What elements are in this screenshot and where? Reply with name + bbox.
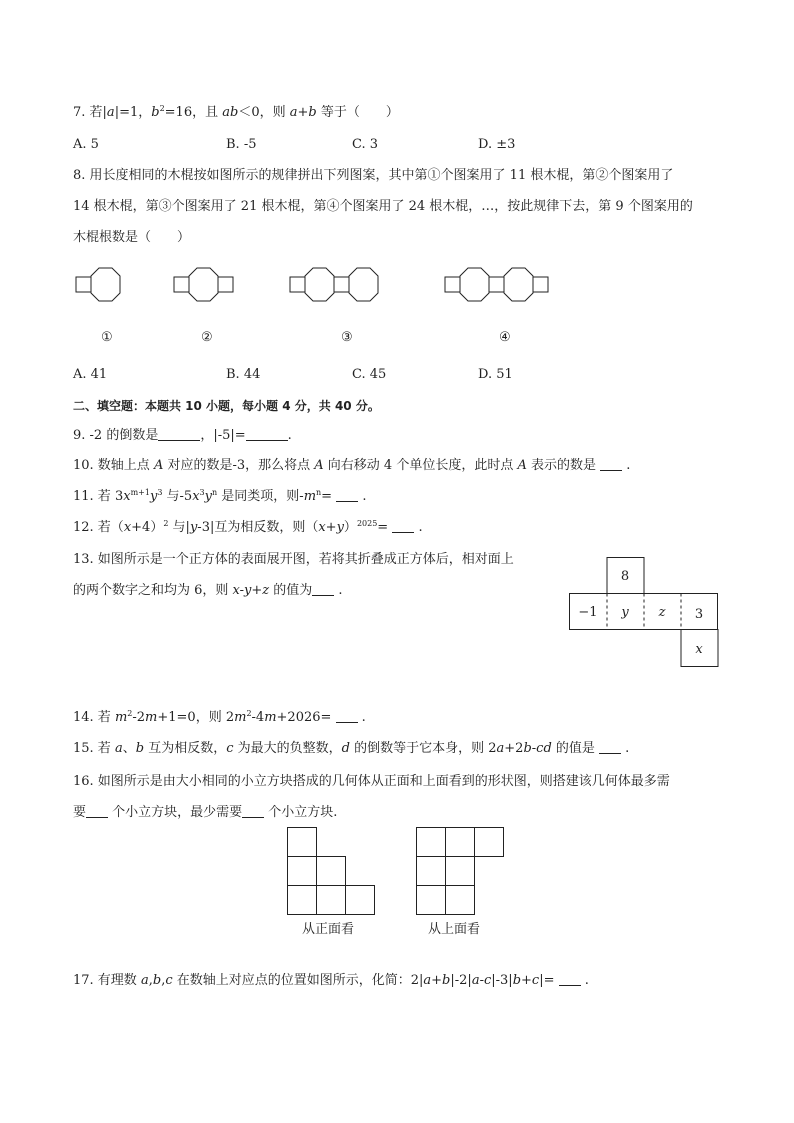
question-16-line-1: 16. 如图所示是由大小相同的小立方块搭成的几何体从正面和上面看到的形状图，则搭建该几何体最多需 <box>73 774 670 789</box>
pattern-4 <box>445 268 548 301</box>
question-13-line-2: 的两个数字之和均为 6，则 x-y+z 的值为 . <box>73 583 343 598</box>
section-2-header: 二、填空题：本题共 10 小题，每小题 4 分，共 40 分。 <box>73 399 380 413</box>
question-7-stem: 7. 若|a|=1，$b^2=16$，且 ab＜0，则 a+b 等于（ ） <box>73 104 399 120</box>
question-13-line-1: 13. 如图所示是一个正方体的表面展开图，若将其折叠成正方体后，相对面上 <box>73 552 514 567</box>
top-view-caption: 从上面看 <box>428 922 481 937</box>
question-17: 17. 有理数 a,b,c 在数轴上对应点的位置如图所示，化简：2|a+b|-2|a-c|-3|b+c|= . <box>73 973 589 988</box>
question-8-line-1: 8. 用长度相同的木棍按如图所示的规律拼出下列图案，其中第①个图案用了 11 根木棍，第②个图案用了 <box>73 168 674 183</box>
pattern-1 <box>76 268 120 301</box>
q7-option-c[interactable]: C. 3 <box>352 137 379 152</box>
answer-blank[interactable] <box>86 804 108 818</box>
question-9: 9. -2 的倒数是 ，|-5|= . <box>73 428 292 443</box>
net-face-top: 8 <box>620 569 630 584</box>
answer-blank[interactable] <box>559 972 581 986</box>
answer-blank[interactable] <box>599 740 621 754</box>
answer-blank[interactable] <box>336 488 358 502</box>
answer-blank[interactable] <box>158 427 200 441</box>
question-16-line-2: 要 个小立方块，最少需要 个小立方块. <box>73 805 338 820</box>
answer-blank[interactable] <box>312 582 334 596</box>
pattern-2-label: ② <box>201 330 213 345</box>
stick-patterns-figure <box>70 260 590 310</box>
question-14: 14. 若 $m^2-2m+1=0$，则 $2m^2-4m+2026=$ . <box>73 709 366 725</box>
question-8-line-2: 14 根木棍，第③个图案用了 21 根木棍，第④个图案用了 24 根木棍，…，按此规律下去，第 9 个图案用的 <box>73 199 693 214</box>
question-10: 10. 数轴上点 A 对应的数是-3，那么将点 A 向右移动 4 个单位长度，此时点 A 表示的数是 . <box>73 458 631 473</box>
question-12: 12. 若$(x+4)^2$ 与|y-3|互为相反数，则$(x+y)^{2025}=$ . <box>73 519 423 535</box>
answer-blank[interactable] <box>246 427 288 441</box>
pattern-4-label: ④ <box>499 330 511 345</box>
answer-blank[interactable] <box>336 709 358 723</box>
answer-blank[interactable] <box>242 804 264 818</box>
net-face-z: z <box>658 605 666 620</box>
top-view-figure <box>415 826 507 918</box>
pattern-2 <box>174 268 233 301</box>
question-8-line-3: 木棍根数是（ ） <box>73 230 191 245</box>
q8-option-c[interactable]: C. 45 <box>352 367 387 382</box>
q8-option-d[interactable]: D. 51 <box>478 367 513 382</box>
q8-option-b[interactable]: B. 44 <box>226 367 261 382</box>
net-face-right: 3 <box>694 607 704 622</box>
pattern-1-label: ① <box>101 330 113 345</box>
cube-net-figure <box>569 557 721 669</box>
question-15: 15. 若 a、b 互为相反数，c 为最大的负整数，d 的倒数等于它本身，则 2a+2b-cd 的值是 . <box>73 741 630 756</box>
question-11: 11. 若 $3x^{m+1}y^3$ 与$-5x^3y^n$ 是同类项，则$-m^n=$ . <box>73 488 367 504</box>
front-view-figure <box>286 826 378 918</box>
q7-option-b[interactable]: B. -5 <box>226 137 257 152</box>
pattern-3 <box>290 268 378 301</box>
answer-blank[interactable] <box>392 519 414 533</box>
net-face-y: y <box>621 605 629 620</box>
q7-option-d[interactable]: D. ±3 <box>478 137 516 152</box>
net-face-bottom: x <box>695 642 703 657</box>
q8-option-a[interactable]: A. 41 <box>73 367 108 382</box>
q7-option-a[interactable]: A. 5 <box>73 137 99 152</box>
net-face-left: −1 <box>578 605 598 620</box>
answer-blank[interactable] <box>600 457 622 471</box>
pattern-3-label: ③ <box>341 330 353 345</box>
front-view-caption: 从正面看 <box>302 922 355 937</box>
